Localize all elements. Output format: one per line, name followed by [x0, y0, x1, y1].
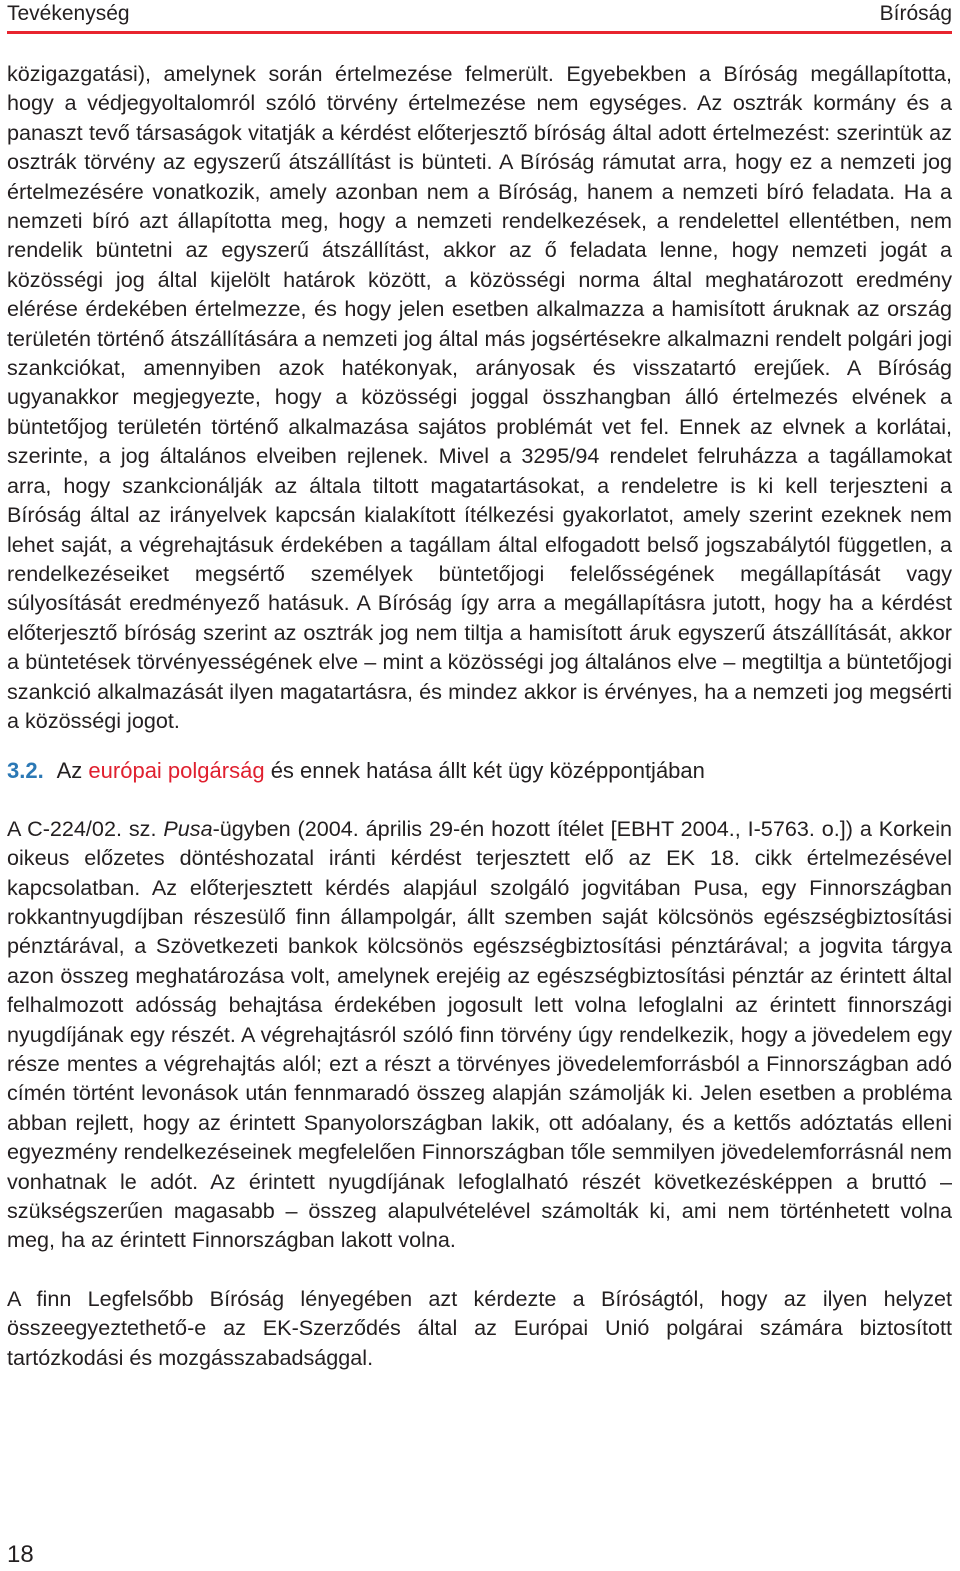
running-header	[7, 0, 952, 34]
section-heading	[7, 756, 952, 785]
section-title-pre: Az	[56, 758, 83, 784]
case-name: Pusa	[163, 815, 213, 841]
header-section-title: Bíróság	[879, 2, 952, 25]
section-title-highlight: európai polgárság	[88, 758, 265, 784]
body-paragraph-question: A finn Legfelsőbb Bíróság lényegében azt kérdezte a Bíróságtól, hogy az ilyen helyzet összeegyeztethető-e az EK-Szerződés által az Európai Unió polgárai számára biztosított tartózkodási és mozgásszabadsággal.	[7, 1285, 952, 1370]
body-paragraph-pusa	[7, 814, 952, 1255]
section-number: 3.2.	[7, 758, 44, 784]
page-number: 18	[7, 1541, 34, 1568]
body-paragraph-continued: közigazgatási), amelynek során értelmezése felmerült. Egyebekben a Bíróság megállapította, hogy a védjegyoltalomról szóló törvény értelmezése nem egységes. Az osztrák kormány és a panaszt tevő társaságok vitatják a kérdést előterjesztő bíróság által adott értelmezést: szerintük az osztrák törvény az egyszerű átszállítást is bünteti. A Bíróság rámutat arra, hogy ez a nemzeti jog értelmezésére vonatkozik, amely azonban nem a Bíróság, hanem a nemzeti bíró feladata. Ha a nemzeti bíró azt állapította meg, hogy a nemzeti rendelkezések, a rendelettel ellentétben, nem rendelik büntetni az egyszerű átszállítást, akkor az ő feladata lenne, hogy nemzeti jogát a közösségi jog által kijelölt határok között, a közösségi norma által meghatározott eredmény elérése érdekében értelmezze, és hogy jelen esetben alkalmazza a hamisított áruknak az ország területén történő átszállítására a nemzeti jog által más jogsértésekre alkalmazni rendelt polgári jogi szankciókat, amennyiben azok hatékonyak, arányosak és visszatartó erejűek. A Bíróság ugyanakkor megjegyezte, hogy a közösségi joggal összhangban álló értelmezés elvének a büntetőjog területén történő alkalmazása sajátos problémát vet fel. Ennek az elvnek a korlátai, szerinte, a jog általános elveiben rejlenek. Mivel a 3295/94 rendelet felruházza a tagállamokat arra, hogy szankcionálják az általa tiltott magatartásokat, a rendeletre is ki kell terjeszteni a Bíróság által az irányelvek kapcsán kialakított ítélkezési gyakorlatot, amely szerint ezeknek nem lehet saját, a végrehajtásuk érdekében a tagállam által elfogadott belső jogszabálytól független, a rendelkezéseiket megsértő személyek büntetőjogi felelősségének megállapítását vagy súlyosítását eredményező hatásuk. A Bíróság így arra a megállapításra jutott, hogy ha a kérdést előterjesztő bíróság szerint az osztrák jog nem tiltja a hamisított áruk egyszerű átszállítását, akkor a büntetések törvényességének elve – mint a közösségi jog általános elve – megtiltja a büntetőjogi szankció alkalmazását ilyen magatartásra, és mindez akkor is érvényes, ha a nemzeti jog megsérti a közösségi jogot.	[7, 61, 952, 733]
section-title-post: és ennek hatása állt két ügy középpontjában	[270, 758, 705, 784]
header-chapter-title: Tevékenység	[7, 2, 130, 25]
page-content	[7, 59, 952, 1372]
case-reference: A C-224/02. sz.	[7, 815, 157, 841]
case-text: -ügyben (2004. április 29-én hozott ítélet [EBHT 2004., I-5763. o.]) a Korkein oikeus előzetes döntéshozatal iránti kérdést terjesztett elő az EK 18. cikk értelmezésével kapcsolatban. Az előterjesztett kérdés alapjául szolgáló jogvitában Pusa, egy Finnországban rokkantnyugdíjban részesülő finn állampolgár, állt szemben saját kölcsönös egészségbiztosítási pénztárával, a Szövetkezeti bankok kölcsönös egészségbiztosítási pénztárával; a jogvita tárgya azon összeg meghatározása volt, amelynek erejéig az egészségbiztosítási pénztár az érintett által felhalmozott adósság behajtása érdekében jogosult lett volna lefoglalni az érintett finnországi nyugdíjának egy részét. A végrehajtásról szóló finn törvény úgy rendelkezik, hogy a jövedelem egy része mentes a végrehajtás alól; ezt a részt a törvényes jövedelemforrásból a Finnországban adó címén történt levonások után fennmaradó összeg alapján számolják ki. Jelen esetben a probléma abban rejlett, hogy az érintett Spanyolországban lakik, ott adóalany, és a kettős adóztatás elleni egyezmény rendelkezéseinek megfelelően Finnországban tőle semmilyen jövedelemforrásnál nem vonhatnak le adót. Az érintett nyugdíjának lefoglalható részét következésképpen a bruttó – szükségszerűen magasabb – összeg alapulvételével számolták ki, ami nem történhetett volna meg, ha az érintett Finnországban lakott volna.	[7, 815, 952, 1253]
